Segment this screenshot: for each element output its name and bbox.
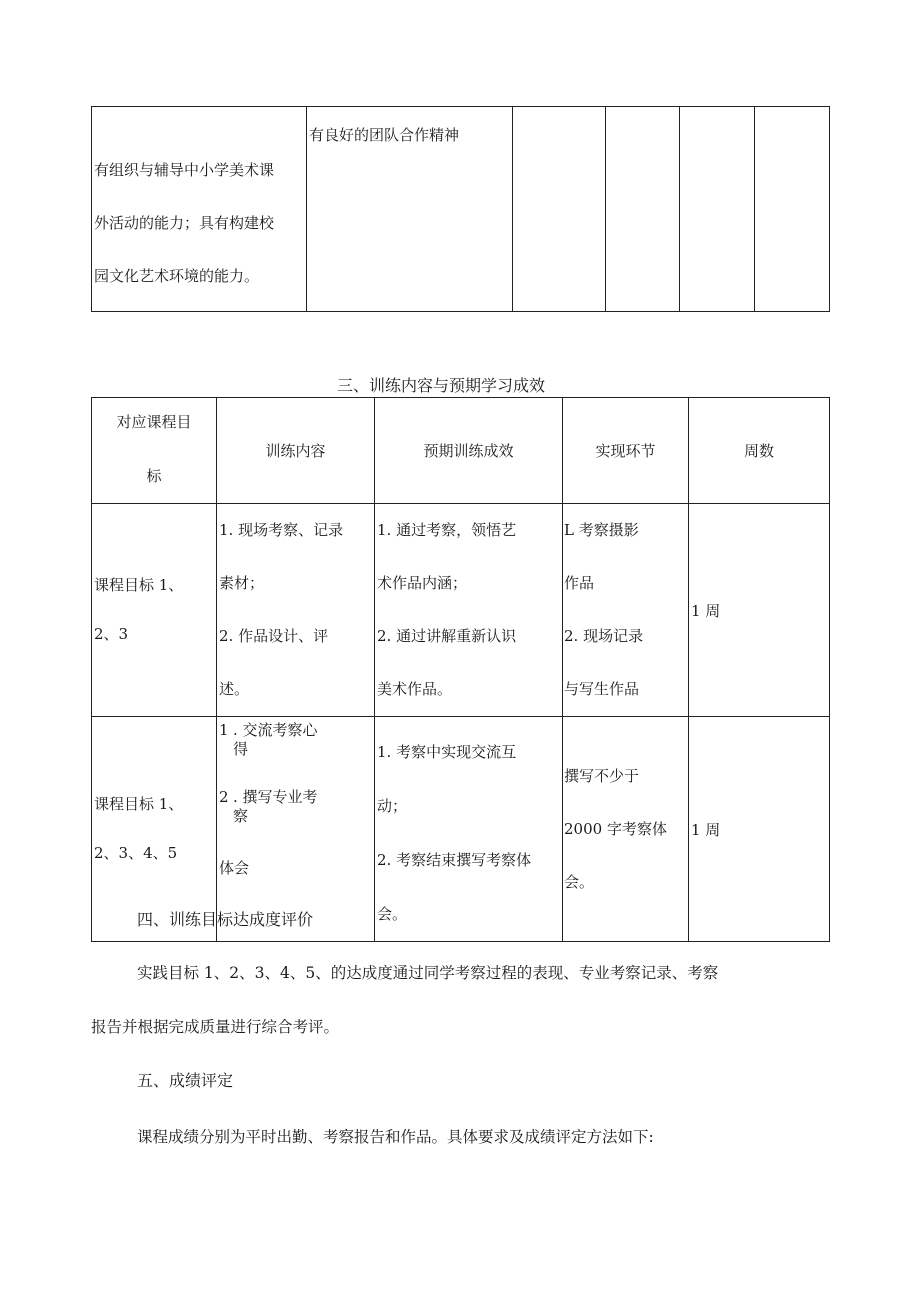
teamwork-cell xyxy=(307,107,513,312)
teamwork-text: 有良好的团队合作精神 xyxy=(309,126,460,144)
section3-heading: 三、训练内容与预期学习成效 xyxy=(337,376,546,395)
header-content: 训练内容 xyxy=(217,398,375,504)
section4-paragraph-line1: 实践目标 1、2、3、4、5、的达成度通过同学考察过程的表现、专业考察记录、考察 xyxy=(137,964,719,982)
top-continuation-table xyxy=(91,106,830,312)
row2-outcome: 1. 考察中实现交流互 动； 2. 考察结束撰写考察体 会。 xyxy=(375,717,563,942)
header-target: 对应课程目 标 xyxy=(92,398,217,504)
row2-weeks: 1 周 xyxy=(689,717,830,942)
row2-target: 课程目标 1、 2、3、4、5 xyxy=(92,717,217,942)
header-weeks: 周数 xyxy=(689,398,830,504)
row1-weeks: 1 周 xyxy=(689,504,830,717)
empty-cell xyxy=(680,107,755,312)
section4-paragraph-line2: 报告并根据完成质量进行综合考评。 xyxy=(91,1018,340,1036)
ability-cell xyxy=(92,107,307,312)
row2-content-tail: 体会 xyxy=(219,859,250,877)
row1-target: 课程目标 1、 2、3 xyxy=(92,504,217,717)
row1-outcome: 1. 通过考察，领悟艺 术作品内涵； 2. 通过讲解重新认识 美术作品。 xyxy=(375,504,563,717)
row1-content: 1. 现场考察、记录 素材； 2. 作品设计、评 述。 xyxy=(217,504,375,717)
row1-method: L 考察摄影 作品 2. 现场记录 与写生作品 xyxy=(563,504,689,717)
ability-text: 有组织与辅导中小学美术课 外活动的能力；具有构建校 园文化艺术环境的能力。 xyxy=(94,161,275,285)
section5-paragraph: 课程成绩分别为平时出勤、考察报告和作品。具体要求及成绩评定方法如下: xyxy=(137,1128,654,1146)
section5-heading: 五、成绩评定 xyxy=(137,1071,234,1090)
empty-cell xyxy=(755,107,830,312)
row2-method: 撰写不少于 2000 字考察体 会。 xyxy=(563,717,689,942)
section4-heading: 四、训练目标达成度评价 xyxy=(137,910,314,929)
header-outcome: 预期训练成效 xyxy=(375,398,563,504)
header-row xyxy=(92,398,830,504)
header-method: 实现环节 xyxy=(563,398,689,504)
empty-cell xyxy=(513,107,606,312)
training-table xyxy=(91,397,830,942)
empty-cell xyxy=(606,107,680,312)
table-row xyxy=(92,504,830,717)
row2-content-item-2: 2 . 撰写专业考 察 xyxy=(219,788,318,825)
row2-content-item-1: 1 . 交流考察心 得 xyxy=(219,721,318,758)
